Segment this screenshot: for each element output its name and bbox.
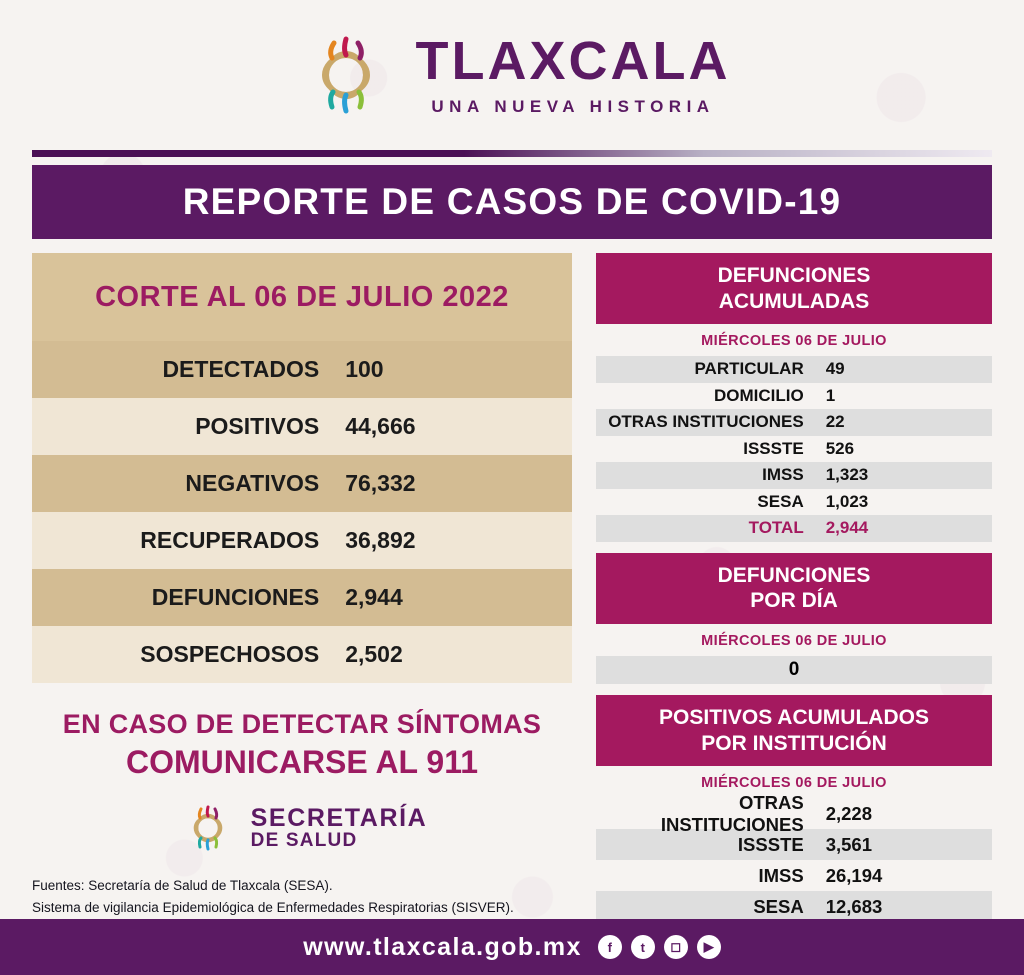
cutoff-banner [32, 253, 572, 341]
row-label: ISSSTE [737, 833, 804, 855]
table-row [596, 383, 992, 410]
deaths-accumulated-heading-line-2: ACUMULADAS [718, 289, 870, 313]
positives-by-institution-heading [596, 695, 992, 766]
row-value: 1 [825, 385, 836, 405]
stat-label: NEGATIVOS [185, 470, 320, 496]
table-row [596, 860, 992, 891]
deaths-accumulated-heading-line-1: DEFUNCIONES [717, 264, 871, 287]
ministry-line-2: DE SALUD [250, 830, 358, 852]
row-label: IMSS [758, 864, 804, 886]
row-value: 49 [825, 359, 845, 379]
brand-subtitle: UNA NUEVA HISTORIA [431, 96, 715, 116]
deaths-per-day-heading-line-1: DEFUNCIONES [717, 563, 871, 587]
row-value: 2,944 [825, 518, 869, 538]
row-value: 526 [825, 438, 855, 458]
deaths-per-day-heading [596, 553, 992, 624]
deaths-per-day-heading-line-2: POR DÍA [750, 589, 838, 613]
deaths-accumulated-heading [596, 253, 992, 324]
brand-header [0, 0, 1024, 150]
stat-value: 44,666 [345, 413, 416, 439]
stat-row-sospechosos [32, 626, 572, 683]
stat-label: RECUPERADOS [140, 527, 320, 553]
tlaxcala-flower-logo-icon [294, 23, 398, 127]
stat-label: POSITIVOS [195, 413, 320, 439]
youtube-icon[interactable]: ▶ [697, 935, 721, 959]
social-links [598, 935, 721, 959]
sources-line-1: Fuentes: Secretaría de Salud de Tlaxcala (SESA). [32, 878, 333, 893]
positives-heading-line-2: POR INSTITUCIÓN [701, 731, 887, 755]
table-row [596, 409, 992, 436]
stat-value: 76,332 [345, 470, 416, 496]
table-row [596, 436, 992, 463]
stat-row-recuperados [32, 512, 572, 569]
table-row [596, 791, 992, 835]
row-value: 1,023 [825, 491, 869, 511]
report-title: REPORTE DE CASOS DE COVID-19 [182, 181, 842, 222]
deaths-per-day-date: MIÉRCOLES 06 DE JULIO [701, 632, 887, 649]
row-value: 26,194 [825, 864, 883, 886]
stat-value: 100 [345, 356, 384, 382]
table-row [596, 891, 992, 922]
row-label: IMSS [762, 465, 804, 485]
deaths-accumulated-date: MIÉRCOLES 06 DE JULIO [701, 333, 887, 350]
row-label: SESA [757, 491, 804, 511]
row-label: ISSSTE [743, 438, 804, 458]
stat-value: 2,944 [345, 584, 403, 610]
deaths-per-day-value: 0 [596, 656, 992, 684]
row-label: DOMICILIO [714, 385, 804, 405]
row-value: 1,323 [825, 465, 869, 485]
symptoms-line-1: EN CASO DE DETECTAR SÍNTOMAS [62, 709, 542, 739]
row-label: OTRAS INSTITUCIONES [608, 412, 804, 432]
table-row [596, 489, 992, 516]
stat-row-negativos [32, 455, 572, 512]
row-value: 12,683 [825, 895, 883, 917]
sources-line-2: Sistema de vigilancia Epidemiológica de Enfermedades Respiratorias (SISVER). [32, 900, 514, 916]
stat-row-positivos [32, 398, 572, 455]
table-row [596, 356, 992, 383]
row-value: 22 [825, 412, 845, 432]
row-label: TOTAL [748, 518, 804, 538]
stat-label: DETECTADOS [162, 356, 320, 382]
positives-heading-line-1: POSITIVOS ACUMULADOS [659, 705, 929, 729]
ministry-line-1: SECRETARÍA [250, 803, 428, 832]
report-title-bar [32, 165, 992, 239]
twitter-icon[interactable]: t [631, 935, 655, 959]
row-value: 3,561 [825, 833, 873, 855]
facebook-icon[interactable]: f [598, 935, 622, 959]
stat-value: 36,892 [345, 527, 416, 553]
report-body [0, 239, 1024, 953]
symptoms-line-2: COMUNICARSE AL 911 [125, 744, 479, 780]
row-value: 2,228 [825, 802, 873, 824]
instagram-icon[interactable]: ◻ [664, 935, 688, 959]
stat-value: 2,502 [345, 641, 403, 667]
stat-row-defunciones [32, 569, 572, 626]
stat-row-detectados [32, 341, 572, 398]
table-row [596, 462, 992, 489]
table-row [596, 829, 992, 860]
table-row-total [596, 515, 992, 542]
tlaxcala-flower-logo-icon-small [177, 797, 239, 859]
sources-note [32, 875, 572, 920]
stat-label: SOSPECHOSOS [140, 641, 320, 667]
row-label: SESA [753, 895, 804, 917]
divider [0, 150, 1024, 157]
stat-label: DEFUNCIONES [151, 584, 320, 610]
brand-title: TLAXCALA [415, 30, 731, 91]
website-url[interactable]: www.tlaxcala.gob.mx [303, 932, 582, 961]
right-panel [596, 253, 992, 953]
positives-date: MIÉRCOLES 06 DE JULIO [701, 775, 887, 792]
row-label: PARTICULAR [694, 359, 804, 379]
row-label: OTRAS INSTITUCIONES [660, 791, 804, 835]
cutoff-label: CORTE AL 06 DE JULIO 2022 [95, 280, 509, 313]
health-ministry-logo [32, 797, 572, 859]
symptoms-notice [32, 709, 572, 781]
left-panel [32, 253, 572, 953]
footer-bar [0, 919, 1024, 975]
